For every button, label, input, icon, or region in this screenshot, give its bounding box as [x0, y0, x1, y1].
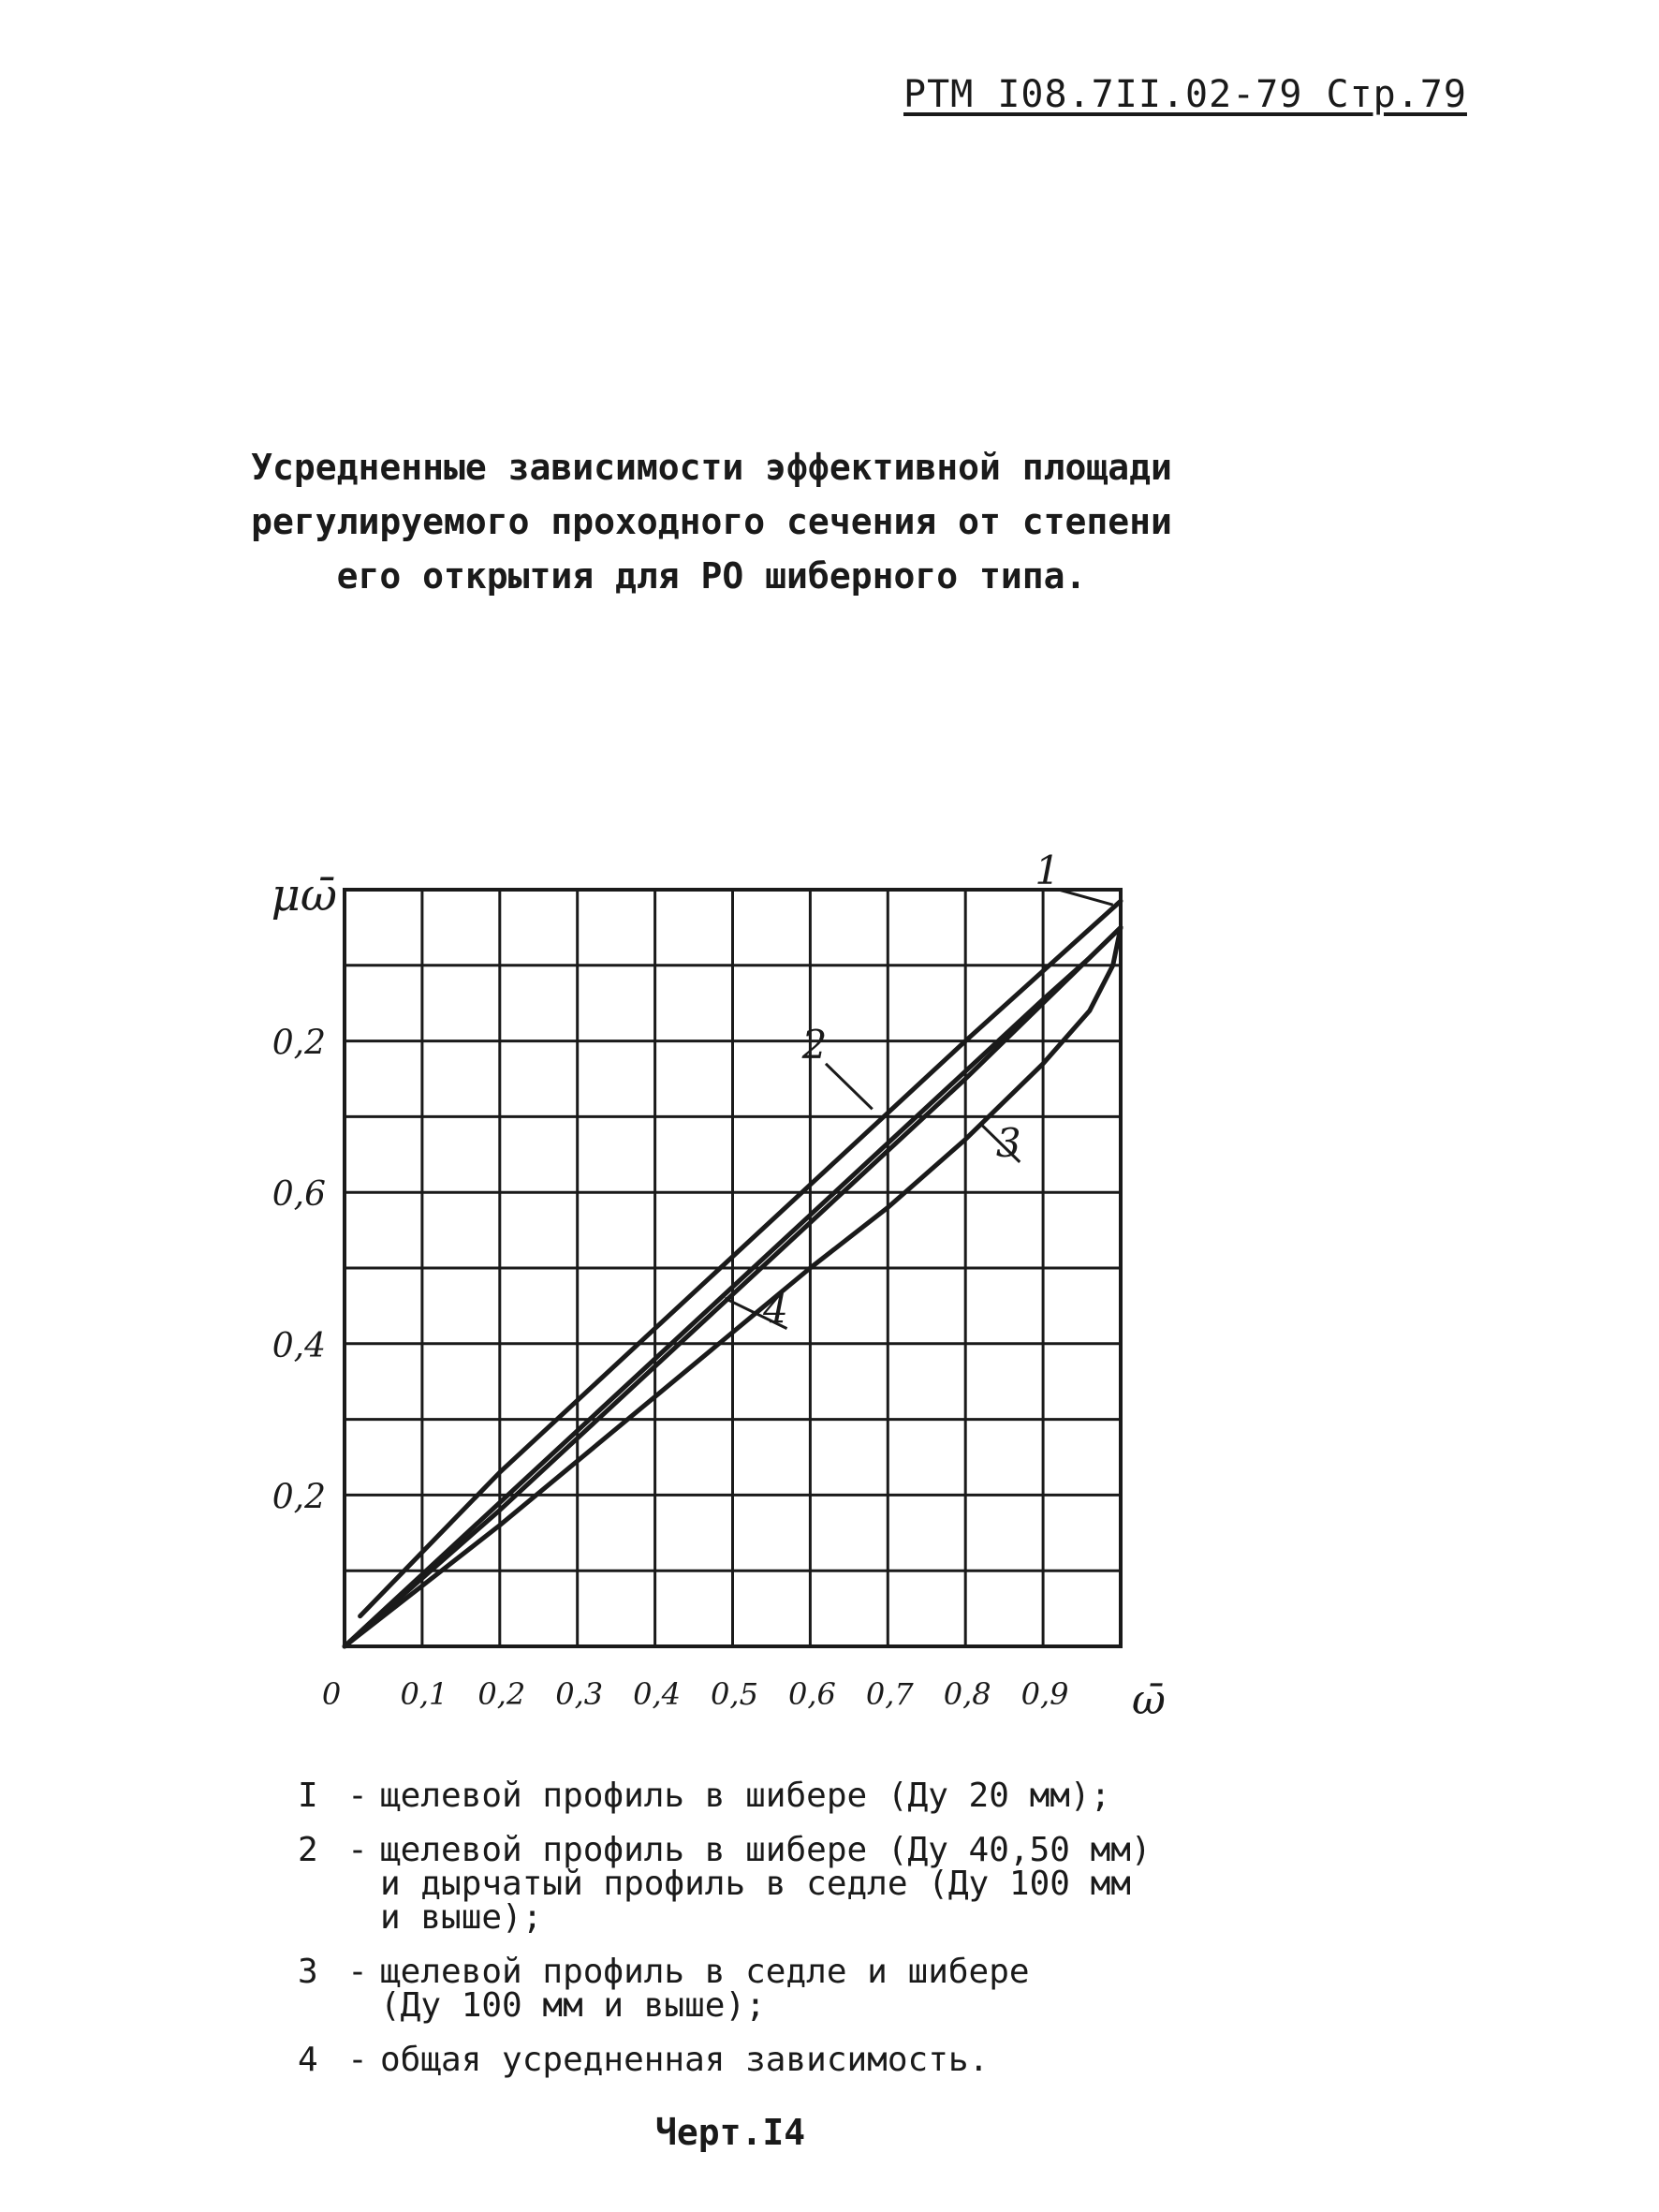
x-tick-label: 0,7 [865, 1676, 914, 1712]
legend-description-line: щелевой профиль в седле и шибере [380, 1953, 1030, 1991]
x-tick-label: 0 [321, 1676, 342, 1712]
title-line: Усредненные зависимости эффективной площади [251, 447, 1172, 488]
x-tick-label: 0,8 [943, 1676, 991, 1712]
x-tick-label: 0,2 [477, 1676, 526, 1712]
curve-label-1: 1 [1035, 848, 1061, 893]
legend-dash: - [347, 1831, 368, 1869]
legend-number: 2 [298, 1831, 318, 1869]
y-tick-label: 0,6 [272, 1175, 326, 1215]
legend-description [380, 1955, 1234, 2023]
legend-description [380, 1831, 1234, 1937]
legend-number: 3 [298, 1953, 318, 1991]
legend-dash: - [347, 2041, 368, 2079]
legend-dash: - [347, 1777, 368, 1815]
title-line: регулируемого проходного сечения от степени [251, 501, 1172, 542]
legend-description-line: (Ду 100 мм и выше); [380, 1986, 766, 2025]
legend-description [380, 2043, 1234, 2077]
y-tick-label: 0,2 [272, 1024, 326, 1063]
legend-description [380, 1779, 1234, 1813]
x-tick-label: 0,6 [787, 1676, 836, 1712]
legend-number: I [298, 1777, 318, 1815]
curve-label-leader [826, 1064, 873, 1109]
x-tick-label: 0,3 [555, 1676, 604, 1712]
figure-caption: Черт.I4 [655, 2112, 806, 2153]
y-axis-label: μω̄ [271, 869, 337, 922]
x-tick-label: 0,5 [711, 1676, 758, 1712]
x-tick-label: 0,4 [633, 1676, 682, 1712]
legend [298, 1779, 1234, 2098]
legend-number: 4 [298, 2041, 318, 2079]
legend-description-line: и дырчатый профиль в седле (Ду 100 мм [380, 1865, 1131, 1903]
title-line: его открытия для РО шиберного типа. [336, 555, 1087, 597]
x-tick-label: 0,1 [400, 1676, 448, 1712]
curve-label-3: 3 [995, 1119, 1021, 1166]
legend-item [298, 2043, 1234, 2077]
legend-description-line: щелевой профиль в шибере (Ду 20 мм); [380, 1777, 1111, 1815]
x-axis-label: ω̄ [1132, 1676, 1166, 1724]
legend-item [298, 1779, 1234, 1813]
legend-item [298, 1955, 1234, 2023]
legend-description-line: щелевой профиль в шибере (Ду 40,50 мм) [380, 1831, 1152, 1869]
legend-dash: - [347, 1953, 368, 1991]
legend-description-line: и выше); [380, 1898, 543, 1937]
legend-item [298, 1831, 1234, 1937]
series-1-line [360, 901, 1121, 1616]
curve-label-4: 4 [763, 1286, 788, 1333]
curve-label-leader [1059, 890, 1113, 905]
x-tick-label: 0,9 [1020, 1676, 1069, 1712]
legend-description-line: общая усредненная зависимость. [380, 2041, 990, 2079]
y-tick-label: 0,4 [272, 1326, 326, 1365]
document-reference: РТМ I08.7II.02-79 Стр.79 [903, 73, 1467, 116]
y-tick-label: 0,2 [272, 1478, 326, 1517]
curve-label-2: 2 [801, 1021, 828, 1068]
